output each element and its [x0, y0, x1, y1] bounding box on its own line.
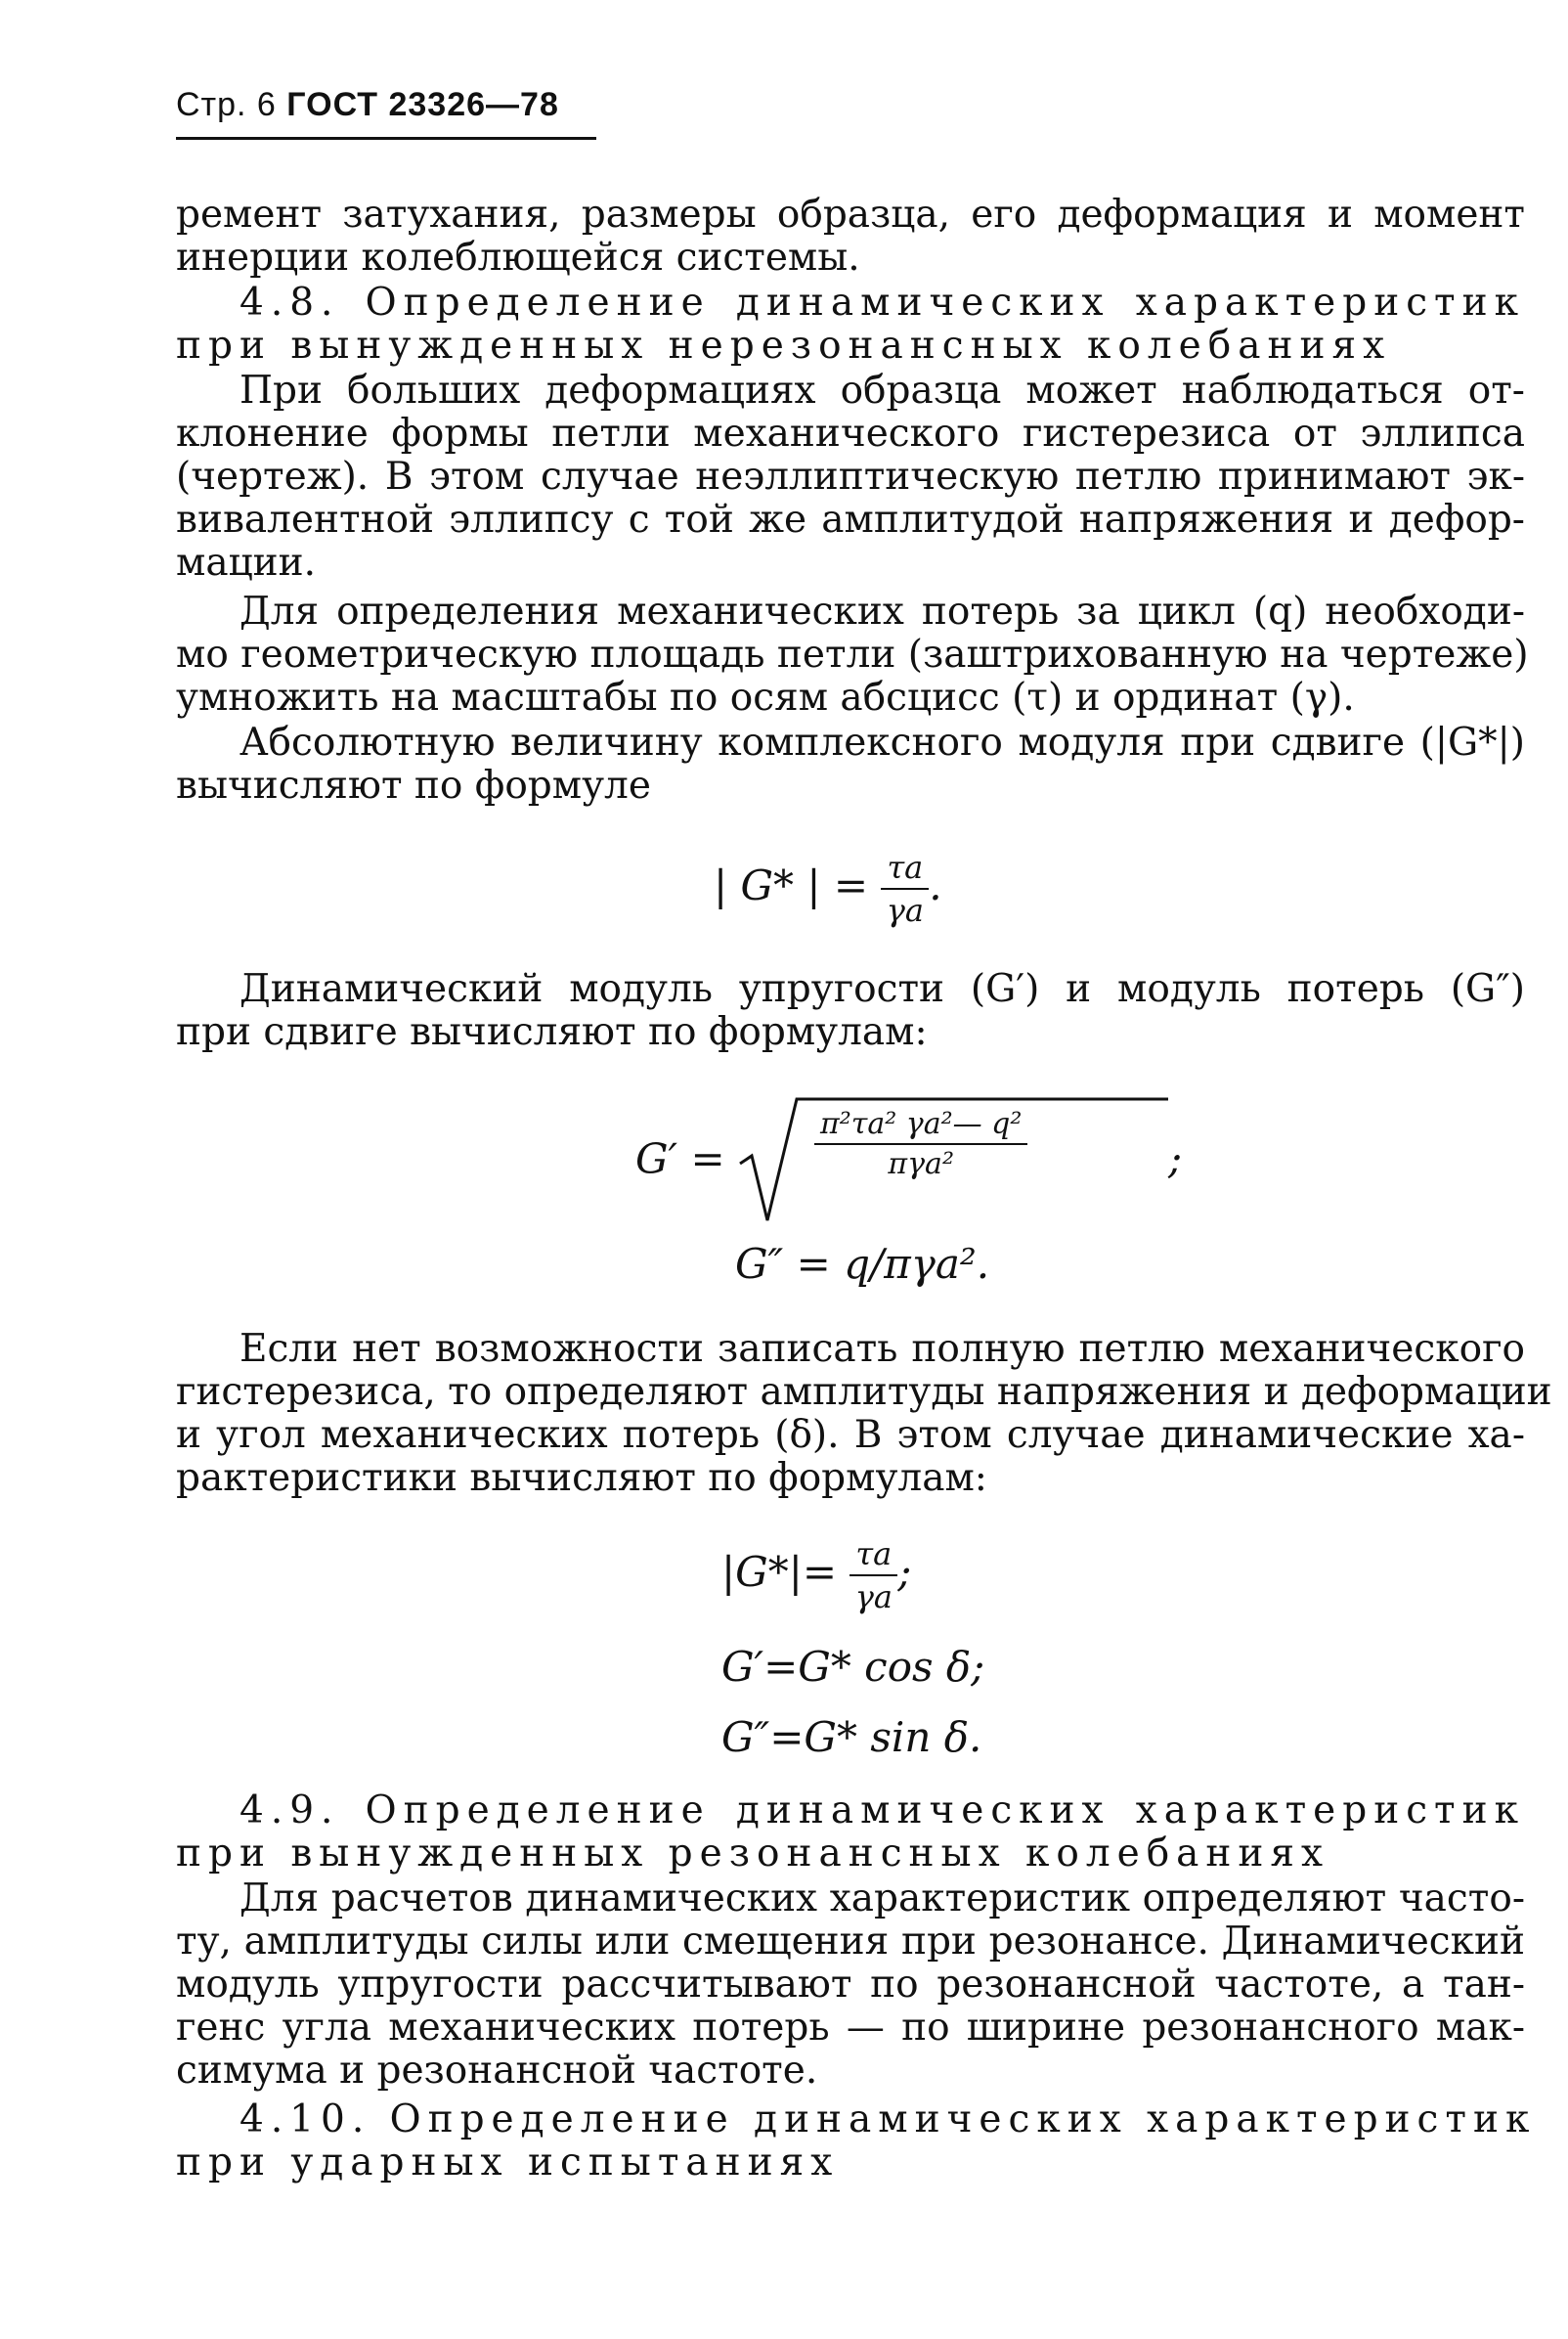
text-line: инерции колеблющейся системы. [176, 236, 860, 280]
text-line: модуль упругости рассчитывают по резонансной частоте, а тан- [176, 1963, 1525, 2007]
text-line: умножить на масштабы по осям абсцисс (τ) и ординат (γ). [176, 676, 1355, 720]
text-line: Динамический модуль упругости (G′) и модуль потерь (G″) [240, 967, 1525, 1011]
text-line: мо геометрическую площадь петли (заштрихованную на чертеже) [176, 633, 1529, 677]
standard-code: ГОСТ 23326—78 [286, 86, 559, 123]
section-heading-4-8-cont: при вынужденных нерезонансных колебаниях [176, 324, 1392, 368]
text-line: симума и резонансной частоте. [176, 2049, 818, 2093]
text-line: ту, амплитуды силы или смещения при резонансе. Динамический [176, 1920, 1525, 1964]
page-header [176, 86, 559, 124]
text-line: Для определения механических потерь за цикл (q) необходи- [240, 590, 1525, 634]
text-line: вычисляют по формуле [176, 764, 651, 808]
text-line: генс угла механических потерь — по ширине резонансного мак- [176, 2006, 1525, 2050]
formula-loss-modulus: G″ = q/πγa². [735, 1240, 990, 1288]
section-heading-4-8: 4.8. Определение динамических характеристик [240, 281, 1525, 325]
text-line: вивалентной эллипсу с той же амплитудой напряжения и дефор- [176, 498, 1525, 542]
square-root-sign [738, 1095, 1168, 1222]
formula-sin: G″=G* sin δ. [721, 1713, 982, 1761]
text-line: Абсолютную величину комплексного модуля при сдвиге (|G*|) [240, 721, 1525, 765]
text-line: Для расчетов динамических характеристик определяют часто- [240, 1876, 1525, 1920]
fraction: π²τa² γa²— q² πγa² [814, 1107, 1027, 1181]
section-heading-4-9-cont: при вынужденных резонансных колебаниях [176, 1831, 1330, 1876]
text-line: гистерезиса, то определяют амплитуды напряжения и деформации [176, 1370, 1552, 1414]
section-heading-4-10-cont: при ударных испытаниях [176, 2140, 840, 2185]
formula-complex-modulus-2: |G*|= $\frac{\tau a}{\gamma a}$ ; [721, 1535, 912, 1615]
text-line: мации. [176, 541, 317, 585]
text-line: рактеристики вычисляют по формулам: [176, 1456, 987, 1500]
formula-storage-modulus: G′ = π²τa² γa²— q² πγa² ; [635, 1095, 1182, 1222]
text-line: При больших деформациях образца может наблюдаться от- [240, 369, 1525, 413]
formula-complex-modulus: | G* | = $\frac{\tau a}{\gamma a}$ . [714, 849, 942, 929]
text-line: ремент затухания, размеры образца, его деформация и момент [176, 193, 1525, 237]
section-heading-4-10: 4.10. Определение динамических характеристик [240, 2097, 1537, 2141]
fraction: $\frac{\tau a}{\gamma a}$ [881, 849, 929, 929]
page-number: Стр. 6 [176, 86, 277, 123]
header-rule [176, 137, 596, 140]
text-line: (чертеж). В этом случае неэллиптическую петлю принимают эк- [176, 455, 1525, 499]
section-heading-4-9: 4.9. Определение динамических характеристик [240, 1788, 1525, 1832]
text-line: при сдвиге вычисляют по формулам: [176, 1010, 928, 1054]
formula-cos: G′=G* cos δ; [721, 1643, 985, 1691]
fraction: $\frac{\tau a}{\gamma a}$ [849, 1535, 897, 1615]
text-line: и угол механических потерь (δ). В этом случае динамические ха- [176, 1413, 1525, 1457]
text-line: клонение формы петли механического гистерезиса от эллипса [176, 412, 1525, 456]
text-line: Если нет возможности записать полную петлю механического [240, 1327, 1525, 1371]
